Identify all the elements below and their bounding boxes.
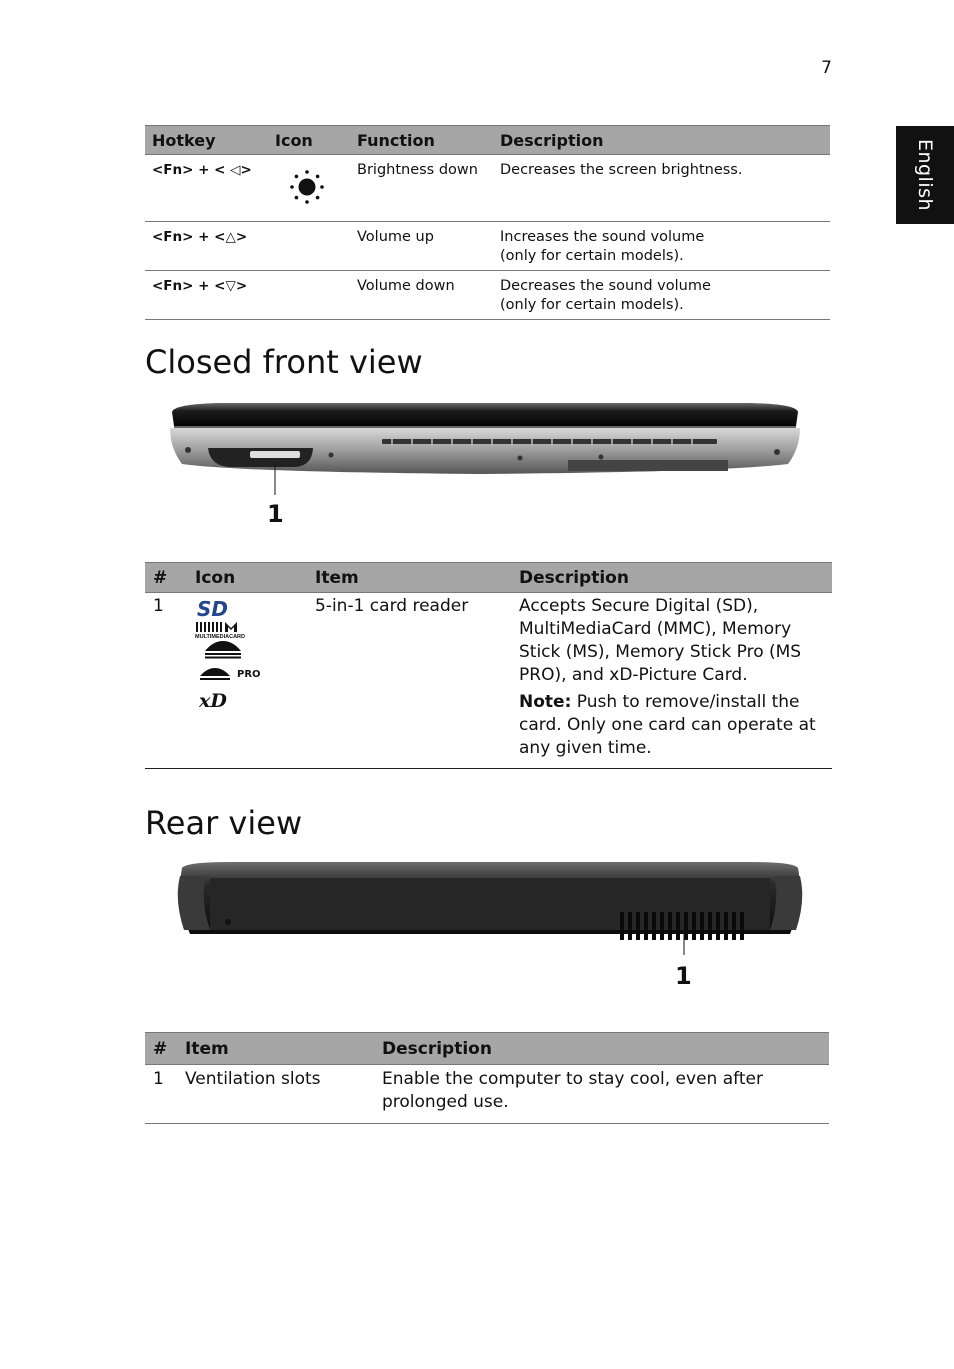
header-number: # <box>145 563 187 593</box>
memory-stick-pro-label: PRO <box>237 669 261 680</box>
header-function: Function <box>350 126 493 155</box>
front-callout-number: 1 <box>267 500 284 528</box>
description-cell <box>493 155 830 222</box>
function-cell: Volume up <box>350 222 493 271</box>
item-cell: 5-in-1 card reader <box>307 593 511 769</box>
front-view-table <box>145 562 832 769</box>
hotkey-cell: <Fn> + <▽> <box>145 271 268 320</box>
description-cell <box>374 1065 829 1124</box>
description-line: Decreases the sound volume <box>500 278 711 294</box>
hotkey-cell: <Fn> + <△> <box>145 222 268 271</box>
icon-cell <box>268 155 350 222</box>
note-text <box>519 691 824 760</box>
description-line: Enable the computer to stay cool, even after <box>382 1069 763 1089</box>
sd-card-icon: SD <box>197 597 229 621</box>
header-item: Item <box>177 1033 374 1065</box>
description-line: Decreases the screen brightness. <box>500 162 743 178</box>
page-number: 7 <box>821 58 832 78</box>
language-tab <box>896 126 954 224</box>
header-number: # <box>145 1033 177 1065</box>
description-cell <box>511 593 832 769</box>
xd-card-icon: xD <box>199 690 227 712</box>
icon-cell <box>268 271 350 320</box>
mmc-icon <box>195 620 247 640</box>
description-line: (only for certain models). <box>500 248 684 264</box>
header-icon: Icon <box>268 126 350 155</box>
description-text: Accepts Secure Digital (SD), MultiMediaCard (MMC), Memory Stick (MS), Memory Stick Pro (MS PRO), and xD-Picture Card. <box>519 596 802 685</box>
hotkey-cell: <Fn> + < ◁> <box>145 155 268 222</box>
description-line: (only for certain models). <box>500 297 684 313</box>
description-line: Increases the sound volume <box>500 229 705 245</box>
hotkey-table-header <box>145 126 830 155</box>
header-icon: Icon <box>187 563 307 593</box>
table-row <box>145 1065 829 1124</box>
function-cell: Brightness down <box>350 155 493 222</box>
laptop-rear-illustration <box>170 860 810 955</box>
table-row <box>145 155 830 222</box>
icon-cell <box>268 222 350 271</box>
rear-view-title: Rear view <box>145 804 303 842</box>
mmc-logo-text: MULTIMEDIACARD <box>195 634 246 640</box>
header-description: Description <box>511 563 832 593</box>
description-line: prolonged use. <box>382 1092 509 1112</box>
icon-cell <box>187 593 307 769</box>
card-logos <box>195 599 265 711</box>
row-number: 1 <box>145 1065 177 1124</box>
function-cell: Volume down <box>350 271 493 320</box>
laptop-front-illustration <box>160 400 805 525</box>
front-table-header <box>145 563 832 593</box>
memory-stick-pro-symbol <box>197 668 233 682</box>
header-hotkey: Hotkey <box>145 126 268 155</box>
memory-stick-icon <box>201 641 247 659</box>
header-item: Item <box>307 563 511 593</box>
rear-callout-number: 1 <box>675 962 692 990</box>
front-view-title: Closed front view <box>145 343 423 381</box>
description-cell <box>493 222 830 271</box>
brightness-icon <box>289 169 325 205</box>
description-cell <box>493 271 830 320</box>
header-description: Description <box>374 1033 829 1065</box>
memory-stick-pro-icon <box>197 663 265 686</box>
note-label: Note: <box>519 692 572 712</box>
language-tab-label: English <box>914 138 936 212</box>
rear-view-table <box>145 1032 829 1124</box>
hotkey-table <box>145 125 830 320</box>
table-row <box>145 593 832 769</box>
table-row <box>145 222 830 271</box>
rear-table-header <box>145 1033 829 1065</box>
note-body: Push to remove/install the card. Only one card can operate at any given time. <box>519 692 816 758</box>
table-row <box>145 271 830 320</box>
header-description: Description <box>493 126 830 155</box>
row-number: 1 <box>145 593 187 769</box>
item-cell: Ventilation slots <box>177 1065 374 1124</box>
